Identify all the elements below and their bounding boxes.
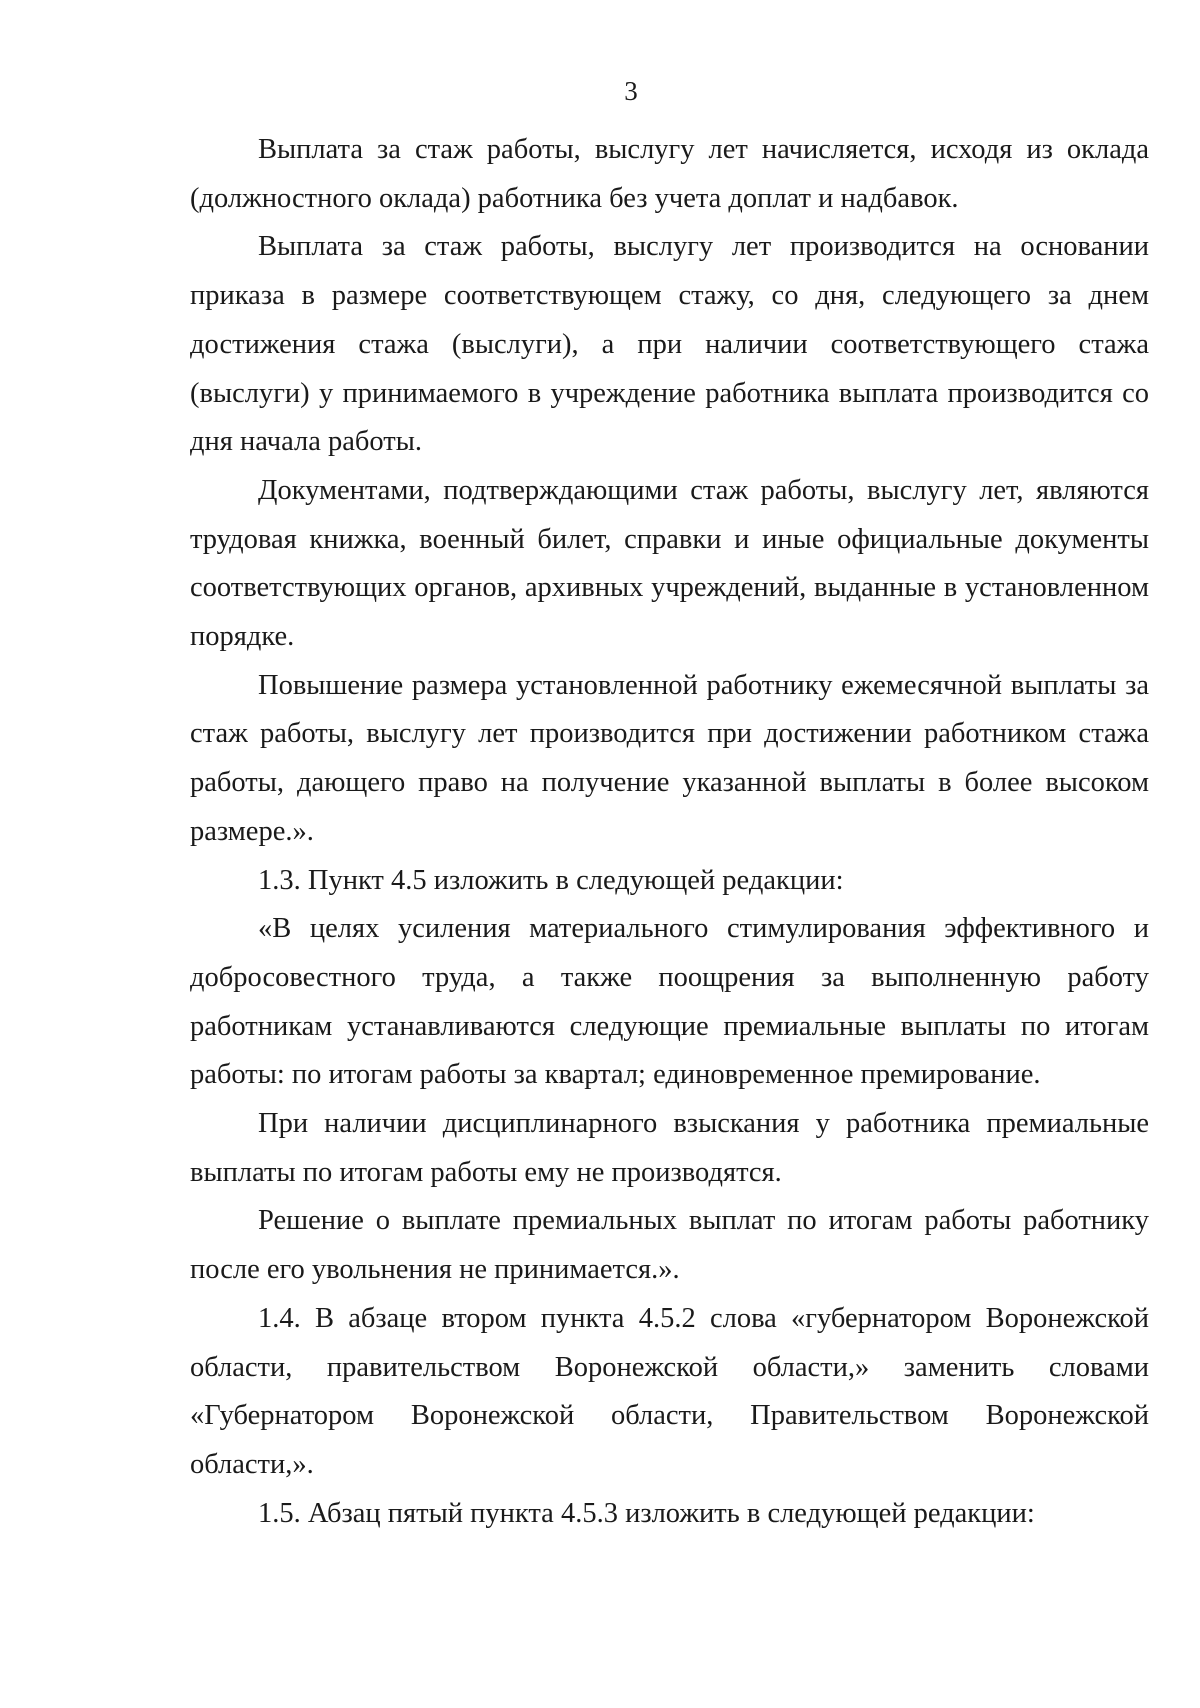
document-body: [190, 126, 1149, 1538]
paragraph: Документами, подтверждающими стаж работы, выслугу лет, являются трудовая книжка, военный билет, справки и иные официальные документы соответствующих органов, архивных учреждений, выданные в установленном порядке.: [190, 474, 1149, 653]
paragraph: Решение о выплате премиальных выплат по итогам работы работнику после его увольнения не принимается.».: [190, 1205, 1149, 1286]
paragraph: Выплата за стаж работы, выслугу лет производится на основании приказа в размере соответствующем стажу, со дня, следующего за днем достижения стажа (выслуги), а при наличии соответствующего стажа (выслуги) у принимаемого в учреждение работника выплата производится со дня начала работы.: [190, 231, 1149, 458]
paragraph: При наличии дисциплинарного взыскания у работника премиальные выплаты по итогам работы ему не производятся.: [190, 1108, 1149, 1188]
paragraph: «В целях усиления материального стимулирования эффективного и добросовестного труда, а также поощрения за выполненную работу работникам устанавливаются следующие премиальные выплаты по итогам работы: по итогам работы за квартал; единовременное премирование.: [190, 913, 1149, 1091]
paragraph: 1.5. Абзац пятый пункта 4.5.3 изложить в следующей редакции:: [258, 1497, 1035, 1529]
paragraph: 1.3. Пункт 4.5 изложить в следующей редакции:: [258, 864, 844, 896]
paragraph: 1.4. В абзаце втором пункта 4.5.2 слова «губернатором Воронежской области, правительством Воронежской области,» заменить словами «Губернатором Воронежской области, Правительством Воронежской области,».: [190, 1302, 1149, 1480]
paragraph: Выплата за стаж работы, выслугу лет начисляется, исходя из оклада (должностного оклада) работника без учета доплат и надбавок.: [190, 134, 1149, 214]
page-number: 3: [624, 76, 638, 106]
paragraph: Повышение размера установленной работнику ежемесячной выплаты за стаж работы, выслугу лет производится при достижении работником стажа работы, дающего право на получение указанной выплаты в более высоком размере.».: [190, 669, 1149, 847]
